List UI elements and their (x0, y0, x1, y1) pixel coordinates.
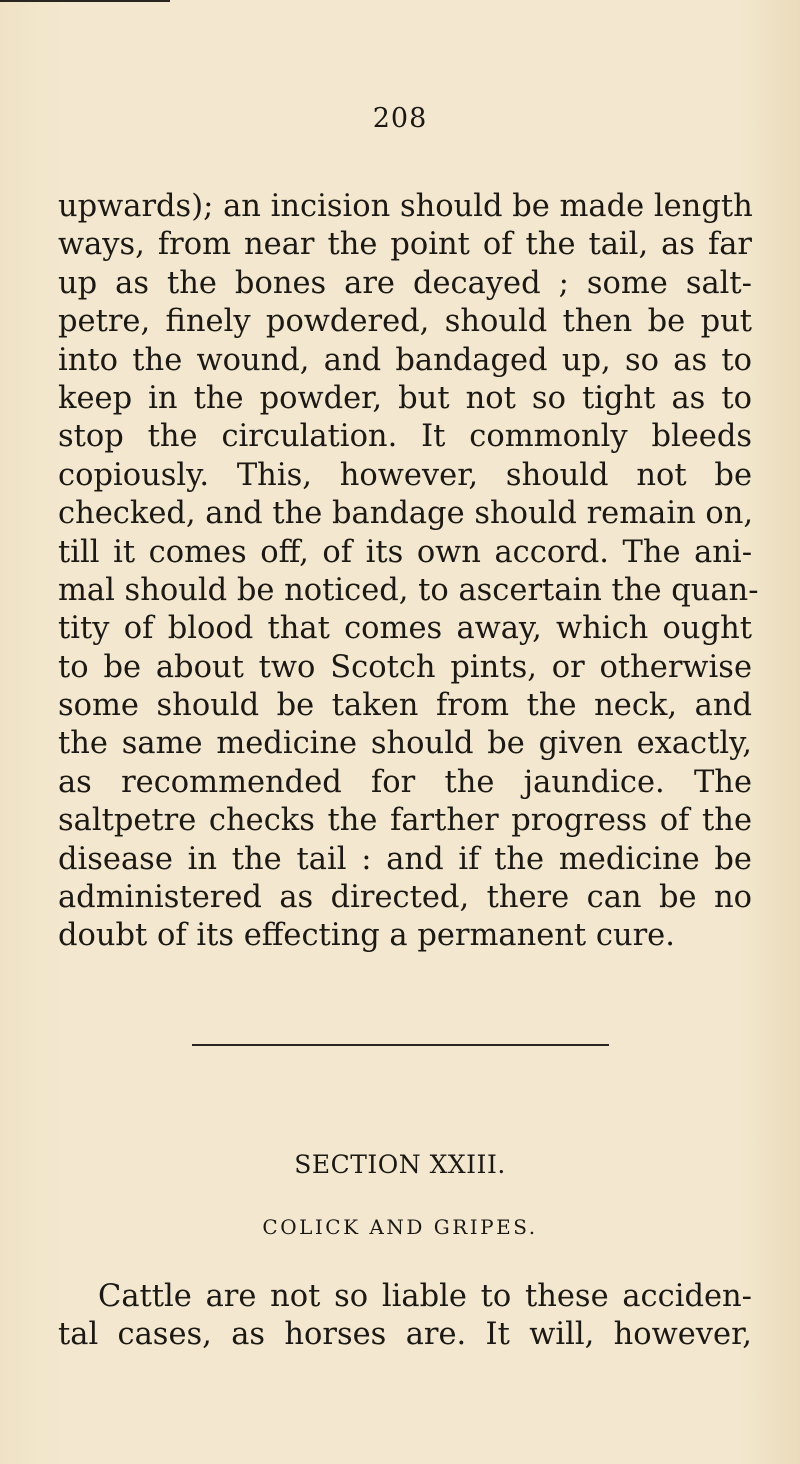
text-line: stop the circulation. It commonly bleeds (58, 419, 752, 455)
text-line: petre, finely powdered, should then be put (58, 304, 752, 340)
text-line: tal cases, as horses are. It will, however, (58, 1317, 752, 1353)
page-number: 208 (372, 103, 428, 134)
text-line: into the wound, and bandaged up, so as to (58, 342, 752, 378)
text-line: till it comes off, of its own accord. The ani- (58, 534, 752, 570)
text-line: ways, from near the point of the tail, as far (58, 227, 752, 263)
text-line: administered as directed, there can be no (58, 880, 752, 916)
body-paragraph-1 (58, 188, 759, 956)
text-line: the same medicine should be given exactly, (58, 726, 752, 762)
text-line: saltpetre checks the farther progress of the (58, 803, 752, 839)
text-line: copiously. This, however, should not be (58, 457, 752, 493)
text-line: disease in the tail : and if the medicine be (58, 841, 752, 877)
text-line: tity of blood that comes away, which ought (58, 611, 752, 647)
section-title: SECTION XXIII. (294, 1150, 506, 1179)
text-line: to be about two Scotch pints, or otherwise (58, 649, 752, 685)
text-line: upwards); an incision should be made length (58, 189, 753, 224)
section-divider-rule (192, 1044, 609, 1046)
text-line: Cattle are not so liable to these acciden- (98, 1279, 752, 1314)
text-line: keep in the powder, but not so tight as to (58, 380, 752, 416)
text-line: as recommended for the jaundice. The (58, 764, 752, 800)
text-line: checked, and the bandage should remain on, (58, 496, 754, 532)
page-edge-line (0, 0, 170, 2)
subsection-title: COLICK AND GRIPES. (262, 1215, 538, 1239)
text-line: mal should be noticed, to ascertain the quan- (58, 572, 759, 608)
text-line: some should be taken from the neck, and (58, 688, 752, 724)
text-line: doubt of its effecting a permanent cure. (58, 918, 675, 954)
body-paragraph-2 (58, 1278, 752, 1355)
text-line: up as the bones are decayed ; some salt- (58, 265, 752, 301)
